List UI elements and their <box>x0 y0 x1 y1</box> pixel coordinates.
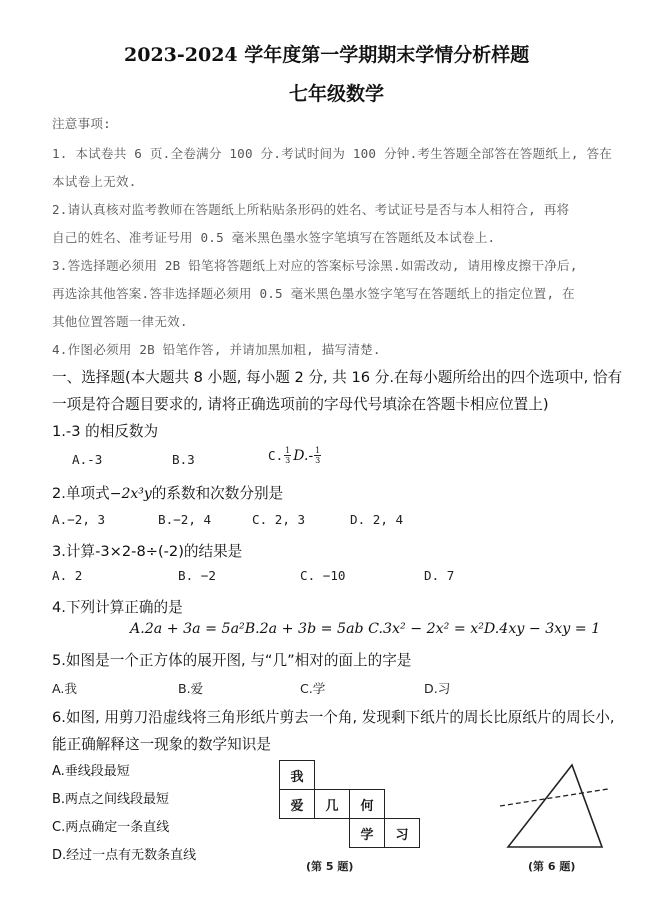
net-cell-he: 何 <box>349 789 385 819</box>
q3-option-c: C. −10 <box>300 568 346 583</box>
section-heading-cont: 一项是符合题目要求的, 请将正确选项前的字母代号填涂在答题卡相应位置上) <box>52 396 549 413</box>
triangle-shape <box>508 765 602 847</box>
net-cell-wo: 我 <box>279 760 315 790</box>
notice-line: 本试卷上无效. <box>52 174 137 189</box>
page-title: 2023-2024 学年度第一学期期末学情分析样题 <box>124 44 530 66</box>
q1-option-b: B.3 <box>172 452 195 467</box>
q6-option-c: C.两点确定一条直线 <box>52 820 170 835</box>
q3-option-a: A. 2 <box>52 568 83 583</box>
q6-option-b: B.两点之间线段最短 <box>52 792 170 807</box>
dashed-cut-line <box>500 789 608 806</box>
notice-line: 3.答选择题必须用 2B 铅笔将答题纸上对应的答案标号涂黑.如需改动, 请用橡皮擦干净后, <box>52 258 578 273</box>
notice-heading: 注意事项: <box>52 116 111 131</box>
q2-option-d: D. 2, 4 <box>350 512 404 527</box>
notice-line: 4.作图必须用 2B 铅笔作答, 并请加黑加粗, 描写清楚. <box>52 342 381 357</box>
question-6-stem: 6.如图, 用剪刀沿虚线将三角形纸片剪去一个角, 发现剩下纸片的周长比原纸片的周长小, <box>52 709 615 726</box>
notice-line: 再选涂其他答案.答非选择题必须用 0.5 毫米黑色墨水签字笔写在答题纸上的指定位置, 在 <box>52 286 575 301</box>
figure-6-triangle <box>490 755 610 855</box>
notice-line: 其他位置答题一律无效. <box>52 314 188 329</box>
notice-line: 自己的姓名、准考证号用 0.5 毫米黑色墨水签字笔填写在答题纸及本试卷上. <box>52 230 496 245</box>
q5-option-a: A.我 <box>52 681 77 696</box>
net-cell-ji: 几 <box>314 789 350 819</box>
net-cell-ai: 爱 <box>279 789 315 819</box>
net-cell-xue: 学 <box>349 818 385 848</box>
q5-option-c: C.学 <box>300 681 326 696</box>
figure-6-caption: (第 6 题) <box>528 860 576 873</box>
notice-line: 1. 本试卷共 6 页.全卷满分 100 分.考试时间为 100 分钟.考生答题全部答在答题纸上, 答在 <box>52 146 613 161</box>
q2-option-b: B.−2, 4 <box>158 512 212 527</box>
q4-options-math: A.2a + 3a = 5a²B.2a + 3b = 5ab C.3x² − 2x² = x²D.4xy − 3xy = 1 <box>130 621 601 637</box>
figure-5-caption: (第 5 题) <box>306 860 354 873</box>
question-6-stem-cont: 能正确解释这一现象的数学知识是 <box>52 736 271 753</box>
question-1-stem: 1.-3 的相反数为 <box>52 423 159 440</box>
notice-line: 2.请认真核对监考教师在答题纸上所粘贴条形码的姓名、考试证号是否与本人相符合, 再将 <box>52 202 570 217</box>
fraction-one-third: 1 3 <box>315 446 321 465</box>
q1-option-c: C. 1 3 D.- 1 3 <box>268 446 321 465</box>
net-cell-xi: 习 <box>384 818 420 848</box>
q3-option-d: D. 7 <box>424 568 455 583</box>
page-subtitle: 七年级数学 <box>289 83 385 105</box>
question-2-stem: 2.单项式−2x³y的系数和次数分别是 <box>52 485 284 502</box>
q2-option-a: A.−2, 3 <box>52 512 106 527</box>
question-3-stem: 3.计算-3×2-8÷(-2)的结果是 <box>52 543 243 560</box>
q5-option-d: D.习 <box>424 681 451 696</box>
question-4-stem: 4.下列计算正确的是 <box>52 599 183 616</box>
fraction-one-third: 1 3 <box>285 446 291 465</box>
q6-option-a: A.垂线段最短 <box>52 764 130 779</box>
figure-5-cube-net <box>279 760 429 870</box>
q1-option-a: A.-3 <box>72 452 103 467</box>
q5-option-b: B.爱 <box>178 681 204 696</box>
q6-option-d: D.经过一点有无数条直线 <box>52 848 197 863</box>
q2-option-c: C. 2, 3 <box>252 512 306 527</box>
question-5-stem: 5.如图是一个正方体的展开图, 与“几”相对的面上的字是 <box>52 652 412 669</box>
section-heading: 一、选择题(本大题共 8 小题, 每小题 2 分, 共 16 分.在每小题所给出的四个选项中, 恰有 <box>52 369 623 386</box>
q3-option-b: B. −2 <box>178 568 216 583</box>
